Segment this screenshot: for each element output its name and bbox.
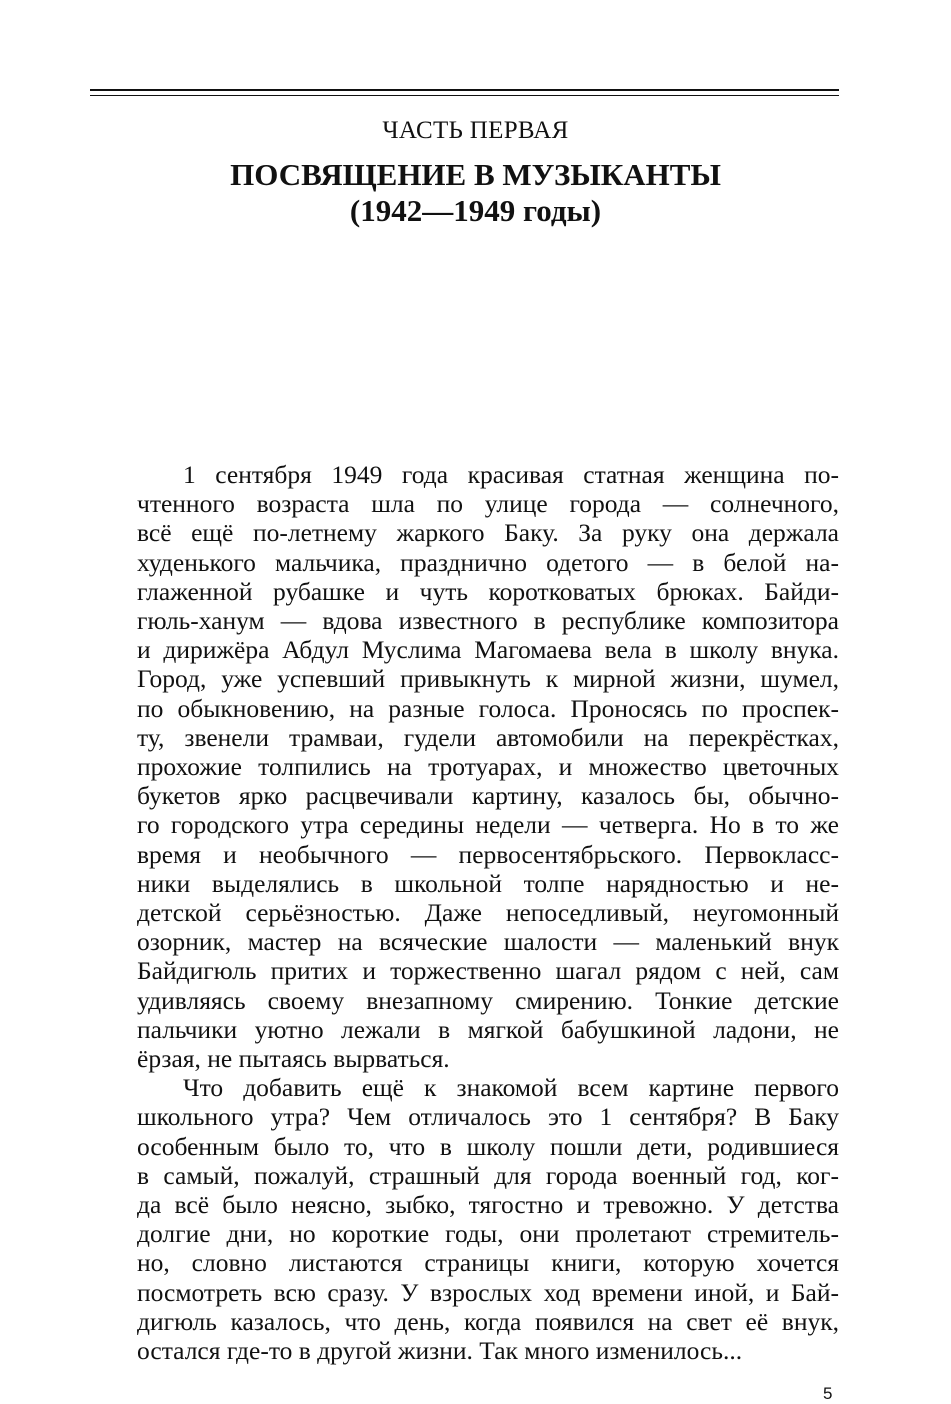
text-line: детской серьёзностью. Даже непоседливый, неугомонный bbox=[137, 898, 839, 928]
text-line: удивляясь своему внезапному смирению. Тонкие детские bbox=[137, 985, 839, 1015]
text-line: и дирижёра Абдул Муслима Магомаева вела в школу внука. bbox=[137, 635, 839, 665]
body-text bbox=[90, 460, 839, 1365]
part-title-years: (1942—1949 годы) bbox=[349, 193, 602, 228]
text-line: всё ещё по-летнему жаркого Баку. За руку она держала bbox=[137, 518, 839, 548]
text-line: букетов ярко расцвечивали картину, казалось бы, обычно- bbox=[137, 781, 839, 811]
text-line: по обыкновению, на разные голоса. Проносясь по проспек- bbox=[137, 693, 839, 723]
text-line: особенным было то, что в школу пошли дети, родившиеся bbox=[137, 1131, 839, 1161]
text-line: ту, звенели трамваи, гудели автомобили на перекрёстках, bbox=[137, 722, 839, 752]
text-line: чтенного возраста шла по улице города — солнечного, bbox=[137, 489, 839, 519]
header-rule-thick bbox=[90, 89, 839, 91]
text-line: школьного утра? Чем отличалось это 1 сентября? В Баку bbox=[137, 1102, 839, 1132]
text-line: остался где-то в другой жизни. Так много изменилось... bbox=[137, 1336, 743, 1366]
text-line: 1 сентября 1949 года красивая статная женщина по- bbox=[183, 460, 839, 489]
paragraph-2 bbox=[90, 1073, 839, 1365]
page-number: 5 bbox=[823, 1384, 833, 1403]
text-line: пальчики уютно лежали в мягкой бабушкиной ладони, не bbox=[137, 1014, 839, 1044]
text-line: посмотреть всю сразу. У взрослых ход времени иной, и Бай- bbox=[137, 1277, 839, 1307]
text-line: да всё было неясно, зыбко, тягостно и тревожно. У детства bbox=[137, 1190, 839, 1220]
part-title-line: ПОСВЯЩЕНИЕ В МУЗЫКАНТЫ bbox=[230, 157, 721, 192]
text-line: глаженной рубашке и чуть коротковатых брюках. Байди- bbox=[137, 576, 839, 606]
text-line: го городского утра середины недели — четверга. Но в то же bbox=[137, 810, 839, 840]
header-rule-thin bbox=[90, 95, 839, 96]
text-line: ники выделялись в школьной толпе нарядностью и не- bbox=[137, 868, 839, 898]
text-line: дигюль казалось, что день, когда появился на свет её внук, bbox=[137, 1306, 839, 1336]
text-line: Что добавить ещё к знакомой всем картине первого bbox=[183, 1073, 839, 1103]
text-line: долгие дни, но короткие годы, они пролетают стремитель- bbox=[137, 1219, 839, 1249]
part-title bbox=[0, 157, 951, 229]
text-line: прохожие толпились на тротуарах, и множество цветочных bbox=[137, 752, 839, 782]
text-line: время и необычного — первосентябрьского. Первокласс- bbox=[137, 839, 839, 869]
text-line: Город, уже успевший привыкнуть к мирной жизни, шумел, bbox=[137, 664, 839, 694]
paragraph-1 bbox=[90, 460, 839, 1073]
text-line: озорник, мастер на всяческие шалости — маленький внук bbox=[137, 927, 839, 957]
text-line: худенького мальчика, празднично одетого — в белой на- bbox=[137, 547, 839, 577]
text-line: Байдигюль притих и торжественно шагал рядом с ней, сам bbox=[137, 956, 839, 986]
part-label: ЧАСТЬ ПЕРВАЯ bbox=[382, 117, 569, 144]
text-line: ёрзая, не пытаясь вырваться. bbox=[137, 1044, 450, 1074]
text-line: гюль-ханум — вдова известного в республике композитора bbox=[137, 606, 839, 636]
text-line: но, словно листаются страницы книги, которую хочется bbox=[137, 1248, 839, 1278]
text-line: в самый, пожалуй, страшный для города военный год, ког- bbox=[137, 1160, 839, 1190]
